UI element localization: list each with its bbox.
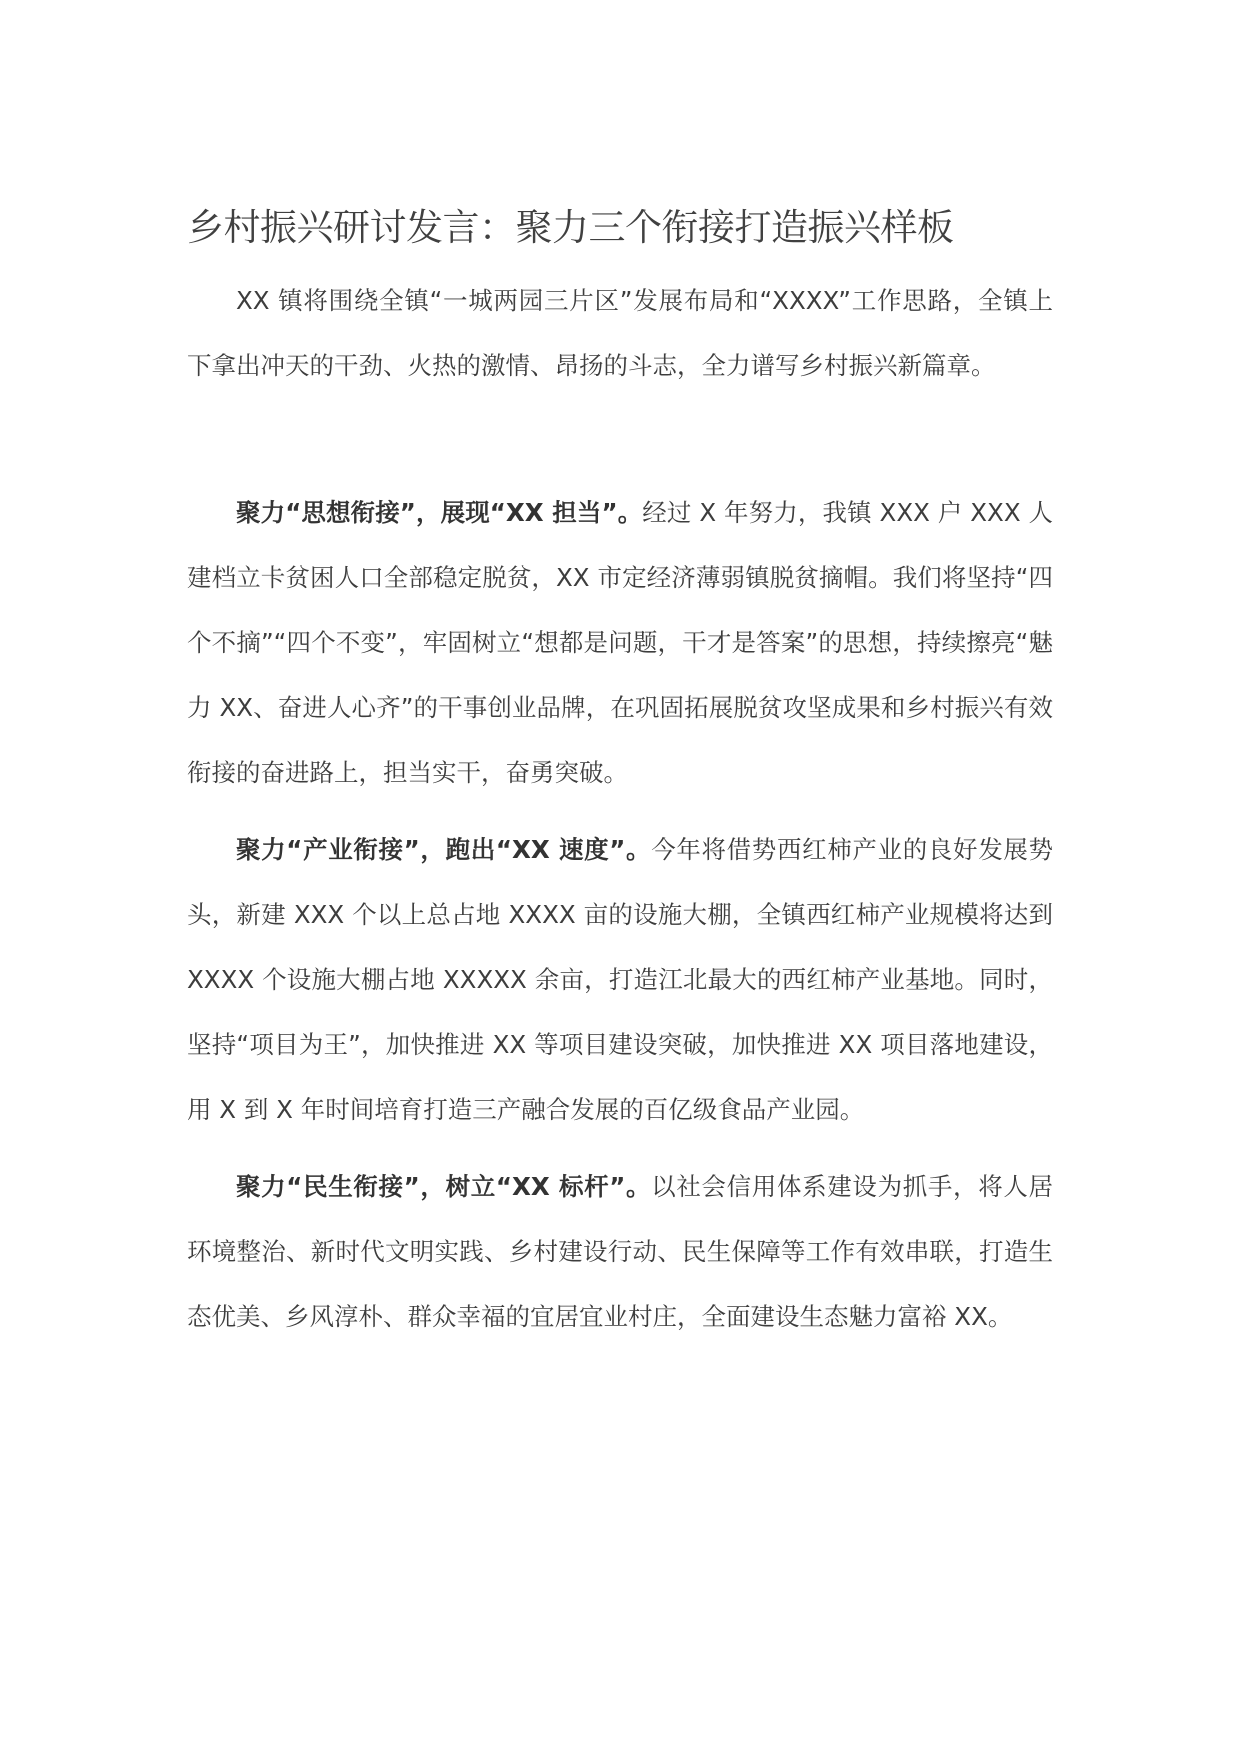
- section-lead-livelihood: 聚力“民生衔接”，树立“XX 标杆”。: [236, 1172, 652, 1201]
- section-body-thought: 经过 X 年努力，我镇 XXX 户 XXX 人建档立卡贫困人口全部稳定脱贫，XX 市定经济薄弱镇脱贫摘帽。我们将坚持“四个不摘”“四个不变”，牢固树立“想都是问题，干才是答案”的思想，持续擦亮“魅力 XX、奋进人心齐”的干事创业品牌，在巩固拓展脱贫攻坚成果和乡村振兴有效衔接的奋进路上，担当实干，奋勇突破。: [187, 498, 1053, 787]
- section-lead-industry: 聚力“产业衔接”，跑出“XX 速度”。: [236, 835, 652, 864]
- section-paragraph-livelihood: [187, 1154, 1053, 1349]
- document-title: 乡村振兴研讨发言：聚力三个衔接打造振兴样板: [187, 206, 954, 249]
- document-body: [187, 196, 1053, 1361]
- section-body-livelihood: 以社会信用体系建设为抓手，将人居环境整治、新时代文明实践、乡村建设行动、民生保障等工作有效串联，打造生态优美、乡风淳朴、群众幸福的宜居宜业村庄，全面建设生态魅力富裕 XX。: [187, 1172, 1053, 1331]
- section-paragraph-thought: [187, 480, 1053, 805]
- section-lead-thought: 聚力“思想衔接”，展现“XX 担当”。: [236, 498, 643, 527]
- section-paragraph-industry: [187, 817, 1053, 1142]
- section-body-industry: 今年将借势西红柿产业的良好发展势头，新建 XXX 个以上总占地 XXXX 亩的设施大棚，全镇西红柿产业规模将达到 XXXX 个设施大棚占地 XXXXX 余亩，打造江北最大的西红柿产业基地。同时，坚持“项目为王”，加快推进 XX 等项目建设突破，加快推进 XX 项目落地建设，用 X 到 X 年时间培育打造三产融合发展的百亿级食品产业园。: [187, 835, 1053, 1124]
- intro-paragraph: XX 镇将围绕全镇“一城两园三片区”发展布局和“XXXX”工作思路，全镇上下拿出冲天的干劲、火热的激情、昂扬的斗志，全力谱写乡村振兴新篇章。: [187, 286, 1053, 380]
